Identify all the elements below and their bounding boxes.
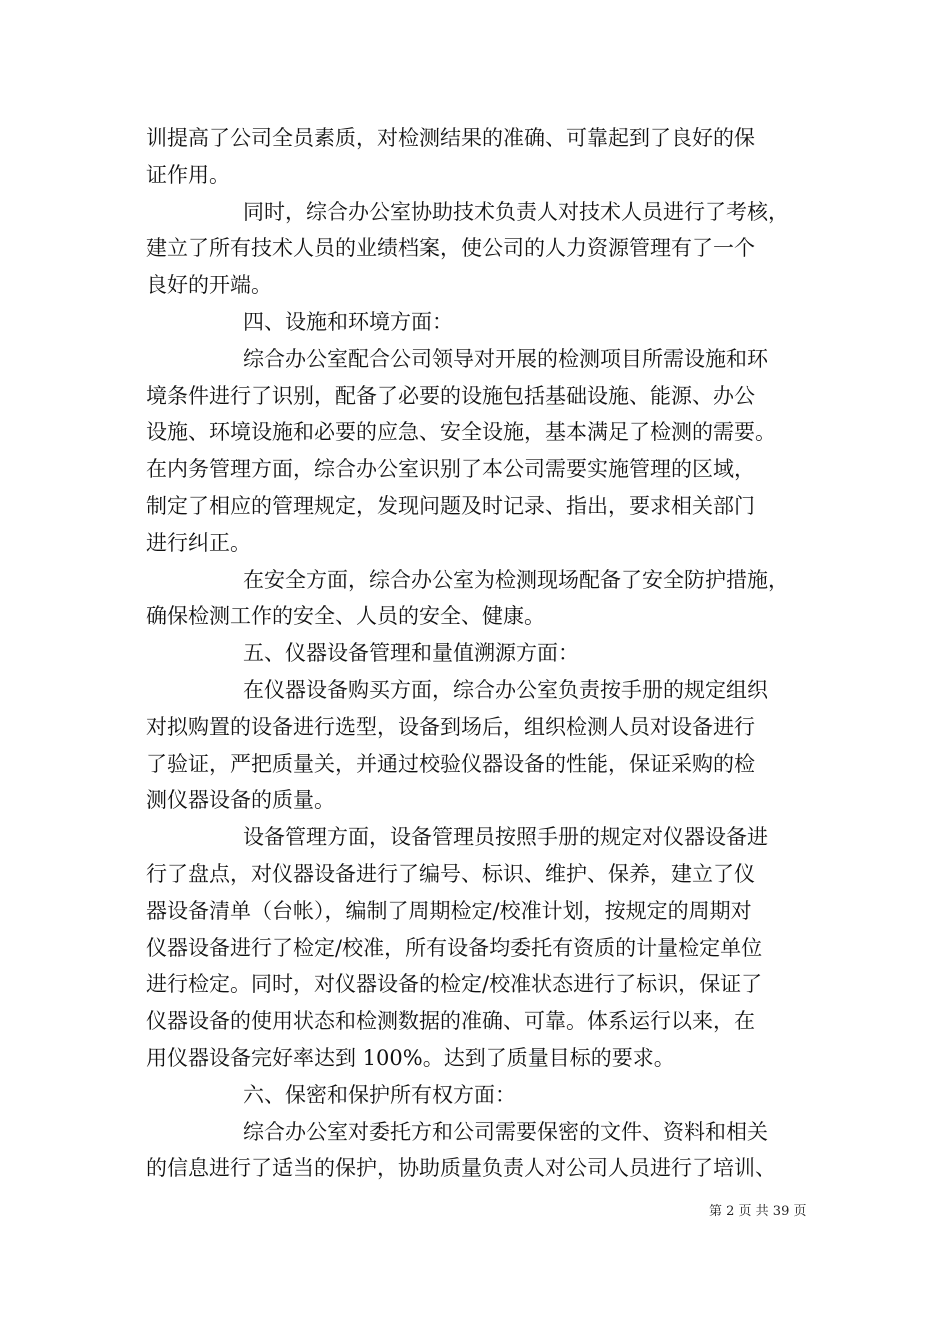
text-line: 境条件进行了识别，配备了必要的设施包括基础设施、能源、办公 [146,383,755,408]
text-line: 测仪器设备的质量。 [146,788,335,813]
text-line: 仪器设备进行了检定/校准，所有设备均委托有资质的计量检定单位 [146,935,763,960]
text-line: 设施、环境设施和必要的应急、安全设施，基本满足了检测的需要。 [146,420,776,445]
text-line: 建立了所有技术人员的业绩档案，使公司的人力资源管理有了一个 [146,236,755,261]
text-line: 良好的开端。 [146,273,272,298]
text-line: 行了盘点，对仪器设备进行了编号、标识、维护、保养，建立了仪 [146,861,755,886]
text-line: 仪器设备的使用状态和检测数据的准确、可靠。体系运行以来，在 [146,1009,755,1034]
text-line: 在安全方面，综合办公室为检测现场配备了安全防护措施， [243,567,789,592]
text-line: 制定了相应的管理规定，发现问题及时记录、指出，要求相关部门 [146,493,755,518]
text-line: 设备管理方面，设备管理员按照手册的规定对仪器设备进 [243,825,768,850]
text-line: 了验证，严把质量关，并通过校验仪器设备的性能，保证采购的检 [146,751,755,776]
text-line: 器设备清单（台帐），编制了周期检定/校准计划，按规定的周期对 [146,898,752,923]
text-line: 训提高了公司全员素质，对检测结果的准确、可靠起到了良好的保 [146,126,755,150]
text-line: 进行纠正。 [146,530,251,555]
page-footer: 第 2 页 共 39 页 [709,1204,807,1219]
document-body [146,120,826,1187]
text-line: 对拟购置的设备进行选型，设备到场后，组织检测人员对设备进行 [146,714,755,739]
text-line: 确保检测工作的安全、人员的安全、健康。 [146,604,545,629]
text-line: 同时，综合办公室协助技术负责人对技术人员进行了考核， [243,199,789,224]
text-line: 综合办公室配合公司领导对开展的检测项目所需设施和环 [243,346,768,371]
section-heading: 四、设施和环境方面： [243,309,453,334]
text-line: 在仪器设备购买方面，综合办公室负责按手册的规定组织 [243,677,768,702]
text-line: 综合办公室对委托方和公司需要保密的文件、资料和相关 [243,1119,768,1144]
text-line: 进行检定。同时，对仪器设备的检定/校准状态进行了标识，保证了 [146,972,763,997]
section-heading: 六、保密和保护所有权方面： [243,1082,516,1107]
section-heading: 五、仪器设备管理和量值溯源方面： [243,641,579,666]
text-line: 证作用。 [146,162,230,187]
text-line: 的信息进行了适当的保护，协助质量负责人对公司人员进行了培训、 [146,1156,776,1181]
text-line: 用仪器设备完好率达到 100%。达到了质量目标的要求。 [146,1045,675,1070]
text-line: 在内务管理方面，综合办公室识别了本公司需要实施管理的区域， [146,457,755,482]
